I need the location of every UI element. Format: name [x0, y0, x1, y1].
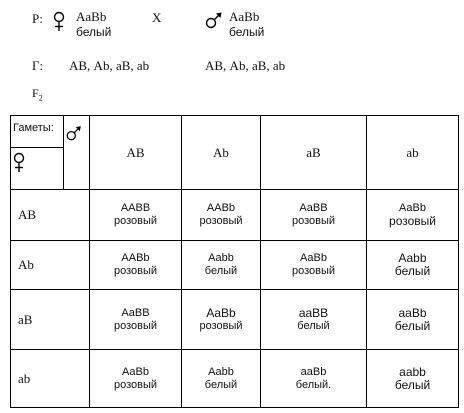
table-cell	[90, 290, 181, 349]
cell-genotype: AABb	[206, 202, 236, 214]
table-cell	[367, 190, 458, 240]
cell-phenotype: белый	[394, 318, 431, 333]
male-symbol-icon	[204, 10, 224, 35]
male-genotype: AaBb	[229, 9, 260, 24]
cell-phenotype: розовый	[113, 319, 158, 332]
cell-phenotype: розовый	[199, 319, 243, 332]
female-gamete-icon	[12, 152, 26, 179]
table-cell	[90, 190, 181, 240]
col-header-AB: АВ	[126, 145, 145, 160]
table-cell	[182, 190, 260, 240]
col-header-ab: ab	[406, 145, 419, 160]
table-cell	[367, 241, 458, 289]
cell-genotype: aabb	[399, 364, 426, 379]
cell-genotype: AaBb	[300, 252, 327, 264]
gametes-label: Г:	[32, 58, 44, 73]
row-header-aB: aВ	[18, 312, 33, 327]
cell-phenotype: белый	[204, 378, 238, 391]
table-cell	[182, 241, 260, 289]
cell-genotype: aaBb	[300, 365, 327, 378]
table-cell	[261, 241, 366, 289]
row-header-Ab: Аb	[18, 257, 34, 272]
cell-genotype: AaBB	[121, 306, 150, 319]
col-header-Ab: Аb	[213, 145, 229, 160]
female-phenotype: белый	[76, 25, 112, 39]
cell-genotype: Aabb	[398, 251, 427, 265]
col-header-aB: aВ	[306, 145, 321, 160]
cell-genotype: AaBb	[399, 202, 426, 214]
cell-genotype: Aabb	[208, 252, 234, 264]
row-header-AB: АВ	[18, 207, 37, 222]
male-phenotype: белый	[229, 25, 265, 39]
table-cell	[367, 350, 458, 407]
cell-phenotype: розовый	[199, 215, 243, 227]
cell-phenotype: розовый	[389, 214, 436, 228]
table-cell	[261, 190, 366, 240]
table-cell	[261, 350, 366, 407]
table-cell	[182, 350, 260, 407]
female-gametes: АВ, Аb, aВ, ab	[69, 58, 150, 73]
table-cell	[182, 290, 260, 349]
cell-phenotype: розовый	[113, 378, 158, 391]
cell-phenotype: розовый	[113, 265, 158, 277]
f2-label: $F_2$	[32, 86, 43, 103]
cell-phenotype: белый	[297, 319, 330, 332]
p-label: P:	[32, 11, 43, 26]
cell-genotype: AaBB	[299, 202, 328, 214]
cell-genotype: AaBb	[122, 365, 149, 378]
cell-genotype: AaBb	[206, 305, 236, 320]
cell-phenotype: белый	[394, 377, 431, 392]
cell-genotype: aaBb	[398, 305, 427, 320]
cell-genotype: aaBB	[298, 305, 329, 320]
cell-phenotype: белый.	[295, 378, 332, 391]
female-symbol-icon	[52, 11, 66, 38]
table-cell	[367, 290, 458, 349]
cell-phenotype: розовый	[291, 215, 336, 227]
punnett-square	[10, 115, 459, 408]
corner-label: Гаметы:	[13, 122, 54, 134]
cell-phenotype: белый	[204, 265, 238, 277]
table-cell	[261, 290, 366, 349]
male-gamete-icon	[65, 124, 83, 147]
table-cell	[90, 241, 181, 289]
cell-genotype: AABB	[120, 202, 151, 214]
male-gametes: АВ, Аb, aВ, ab	[205, 58, 286, 73]
cell-phenotype: розовый	[291, 265, 336, 277]
female-genotype: AaBb	[76, 9, 107, 24]
row-header-ab: ab	[18, 371, 31, 386]
cell-phenotype: розовый	[113, 215, 158, 227]
table-cell	[90, 350, 181, 407]
cell-genotype: AABb	[121, 252, 150, 264]
cell-phenotype: белый	[394, 264, 431, 278]
cross-symbol: Х	[152, 10, 162, 25]
cell-genotype: Aabb	[208, 365, 234, 378]
